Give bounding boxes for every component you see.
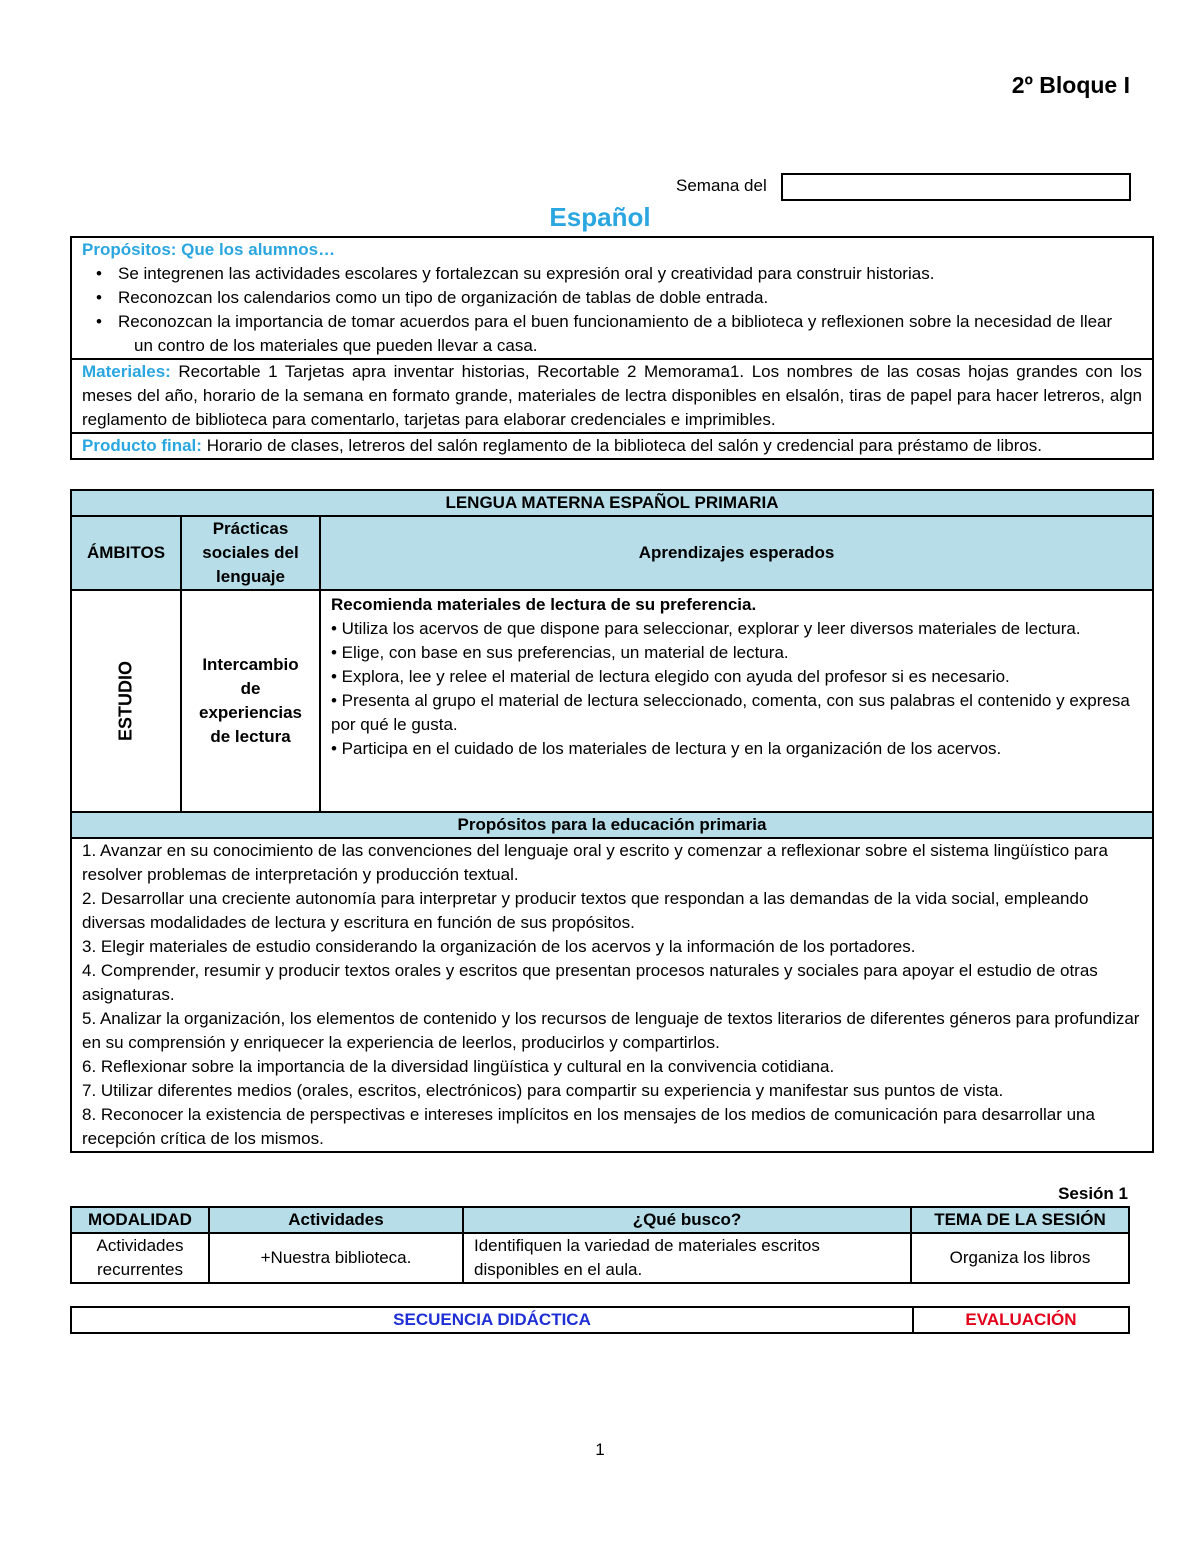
propositos-cell (71, 838, 1153, 1152)
session-tema: Organiza los libros (911, 1233, 1129, 1283)
page-number: 1 (595, 1440, 605, 1459)
secuencia-didactica-header: SECUENCIA DIDÁCTICA (71, 1307, 913, 1333)
proposito-item: 5. Analizar la organización, los elementos de contenido y los recursos de lenguaje de textos literarios de diferentes géneros para profundizar en su comprensión y enriquecer la experiencia de leerlos, producirlos y compartirlos. (82, 1009, 1140, 1052)
materials-section (72, 360, 1152, 434)
semana-input-box[interactable] (781, 173, 1131, 201)
table-title: LENGUA MATERNA ESPAÑOL PRIMARIA (71, 490, 1153, 516)
purposes-list (82, 262, 1142, 358)
session-label: Sesión 1 (1058, 1184, 1128, 1203)
session-que-busco: Identifiquen la variedad de materiales escritos disponibles en el aula. (463, 1233, 911, 1283)
lengua-materna-table (70, 489, 1154, 1153)
purpose-item-continuation: un contro de los materiales que pueden llevar a casa. (134, 336, 538, 355)
proposito-item: 8. Reconocer la existencia de perspectivas e intereses implícitos en los mensajes de los medios de comunicación para desarrollar una recepción crítica de los mismos. (82, 1105, 1095, 1148)
product-section (72, 434, 1152, 458)
session-header-modalidad: MODALIDAD (71, 1207, 209, 1233)
aprendizaje-item: • Presenta al grupo el material de lectura seleccionado, comenta, con sus palabras el contenido y expresa por qué le gusta. (331, 691, 1130, 734)
aprendizajes-list (331, 617, 1142, 761)
materials-text: Recortable 1 Tarjetas apra inventar historias, Recortable 2 Memorama1. Los nombres de las cosas hojas grandes con los meses del año, horario de la semana en formato grande, materiales de lectra disponibles en elsalón, tiras de papel para hacer letreros, algn reglamento de biblioteca para comentarlo, tarjetas para elaborar credenciales e imprimibles. (82, 362, 1143, 429)
aprendizajes-cell (320, 590, 1153, 812)
purpose-item (82, 310, 1142, 358)
purpose-item (82, 262, 1142, 286)
aprendizaje-item: • Elige, con base en sus preferencias, un material de lectura. (331, 643, 789, 662)
aprendizaje-title: Recomienda materiales de lectura de su preferencia. (331, 595, 757, 614)
aprendizaje-item: • Utiliza los acervos de que dispone para seleccionar, explorar y leer diversos materiales de lectura. (331, 619, 1081, 638)
semana-label: Semana del (676, 176, 767, 195)
proposito-item: 2. Desarrollar una creciente autonomía para interpretar y producir textos que respondan a las demandas de la vida social, empleando diversas modalidades de lectura y escritura en función de sus propósitos. (82, 889, 1089, 932)
column-header-aprendizajes: Aprendizajes esperados (320, 516, 1153, 590)
column-header-ambitos: ÁMBITOS (71, 516, 181, 590)
proposito-item: 1. Avanzar en su conocimiento de las convenciones del lenguaje oral y escrito y comenzar a reflexionar sobre el sistema lingüístico para resolver problemas de interpretación y producción textual. (82, 841, 1108, 884)
proposito-item: 3. Elegir materiales de estudio considerando la organización de los acervos y la información de los portadores. (82, 937, 916, 956)
evaluacion-header: EVALUACIÓN (913, 1307, 1129, 1333)
purpose-item-text: Reconozcan los calendarios como un tipo de organización de tablas de doble entrada. (118, 288, 769, 307)
ambito-cell (71, 590, 181, 812)
document-header-title: 2º Bloque I (1011, 72, 1130, 98)
session-modalidad: Actividades recurrentes (71, 1233, 209, 1283)
proposito-item: 6. Reflexionar sobre la importancia de la diversidad lingüística y cultural en la convivencia cotidiana. (82, 1057, 835, 1076)
purpose-item-text: Se integrenen las actividades escolares y fortalezcan su expresión oral y creatividad para construir historias. (118, 264, 935, 283)
purposes-box (70, 236, 1154, 460)
session-table (70, 1206, 1130, 1284)
materials-label: Materiales: (82, 362, 171, 381)
product-label: Producto final: (82, 436, 202, 455)
ambito-label: ESTUDIO (115, 660, 136, 742)
aprendizaje-item: • Participa en el cuidado de los materiales de lectura y en la organización de los acervos. (331, 739, 1002, 758)
proposito-item: 7. Utilizar diferentes medios (orales, escritos, electrónicos) para compartir su experiencia y manifestar sus puntos de vista. (82, 1081, 1004, 1100)
purposes-section (72, 238, 1152, 360)
ambito-wrap (72, 591, 180, 811)
column-header-practicas: Prácticas sociales del lenguaje (181, 516, 320, 590)
session-header-actividades: Actividades (209, 1207, 463, 1233)
propositos-title: Propósitos para la educación primaria (71, 812, 1153, 838)
aprendizaje-item: • Explora, lee y relee el material de lectura elegido con ayuda del profesor si es necesario. (331, 667, 1010, 686)
practica-cell: Intercambio de experiencias de lectura (181, 590, 320, 812)
subject-title: Español (549, 202, 651, 232)
sequence-table (70, 1306, 1130, 1334)
session-header-que-busco: ¿Qué busco? (463, 1207, 911, 1233)
purpose-item-text: Reconozcan la importancia de tomar acuerdos para el buen funcionamiento de a biblioteca y reflexionen sobre la necesidad de llear (118, 312, 1113, 331)
proposito-item: 4. Comprender, resumir y producir textos orales y escritos que presentan procesos naturales y sociales para apoyar el estudio de otras asignaturas. (82, 961, 1098, 1004)
session-actividad: +Nuestra biblioteca. (209, 1233, 463, 1283)
purposes-heading: Propósitos: Que los alumnos… (82, 240, 336, 259)
purpose-item (82, 286, 1142, 310)
session-header-tema: TEMA DE LA SESIÓN (911, 1207, 1129, 1233)
product-text: Horario de clases, letreros del salón reglamento de la biblioteca del salón y credencial para préstamo de libros. (206, 436, 1043, 455)
